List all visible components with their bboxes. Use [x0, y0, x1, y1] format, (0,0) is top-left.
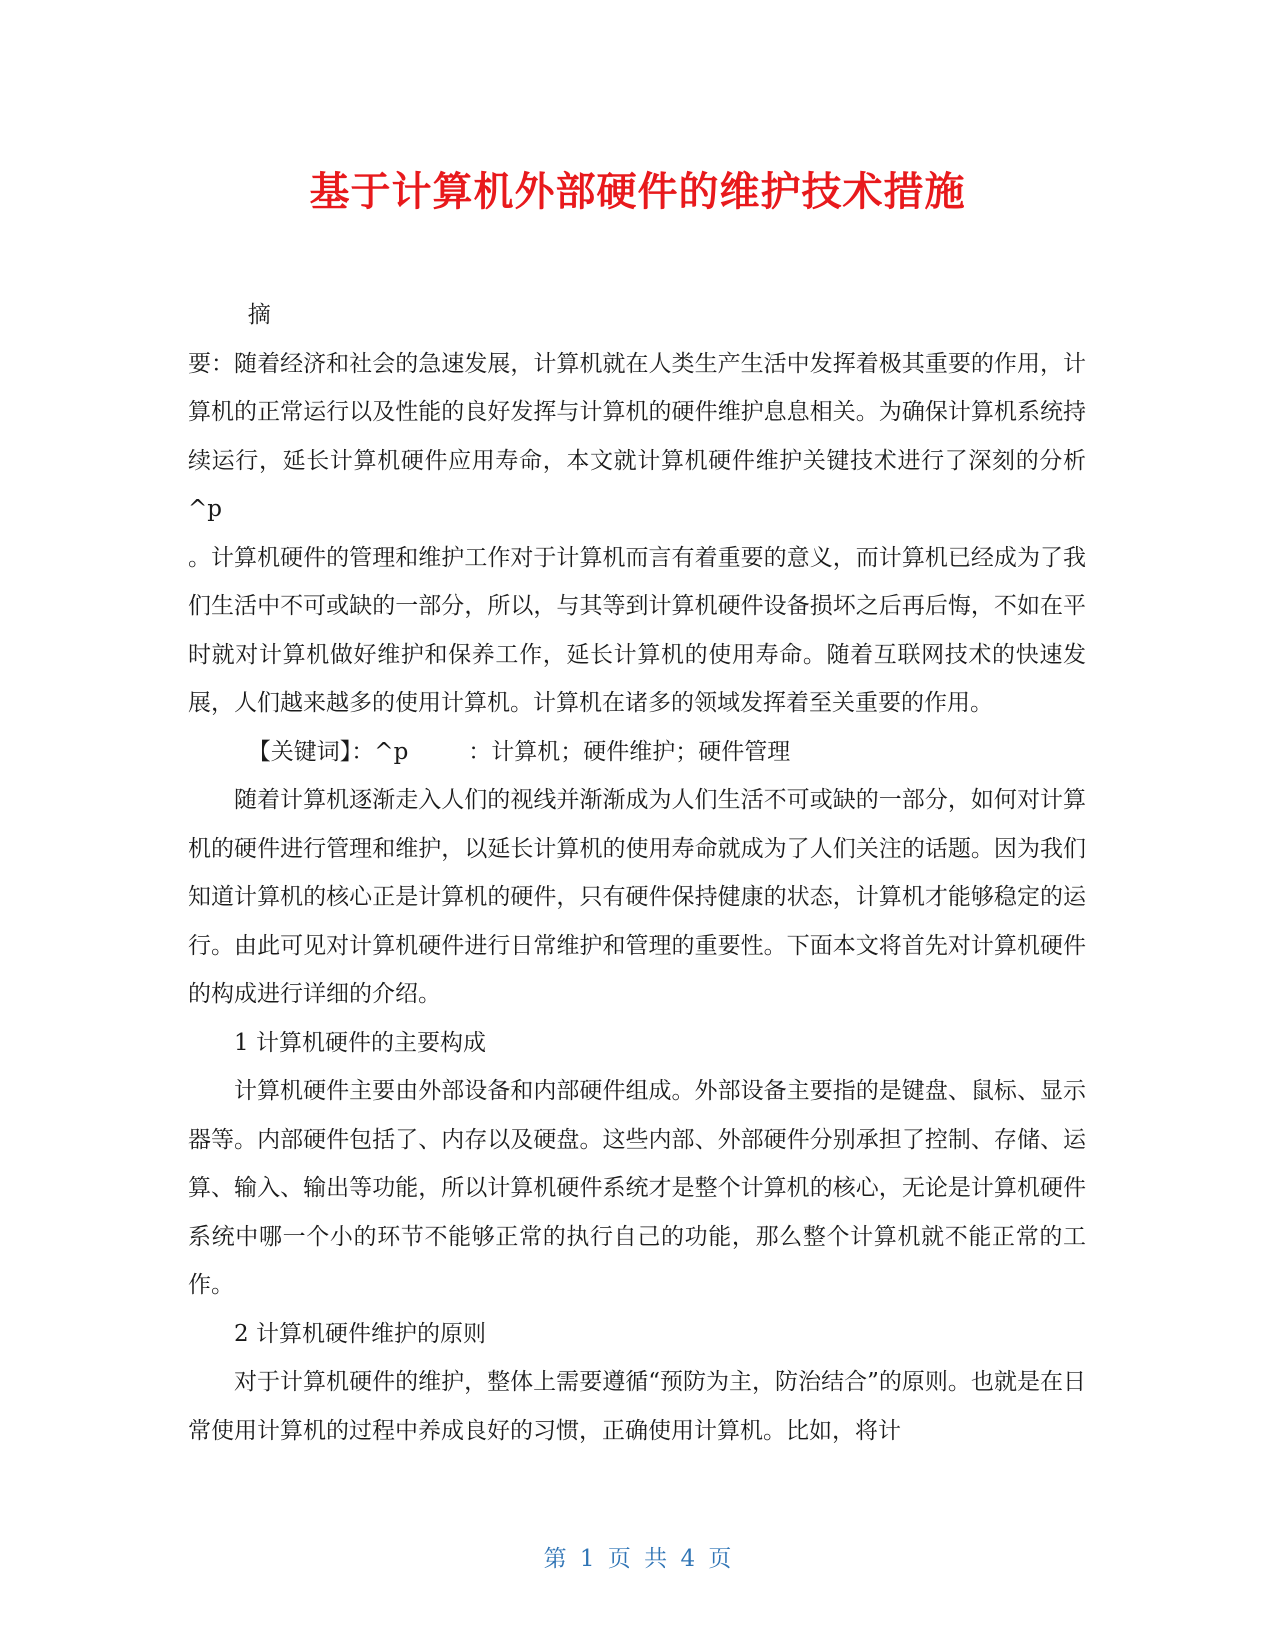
abstract-paragraph: 要：随着经济和社会的急速发展，计算机就在人类生产生活中发挥着极其重要的作用，计算机的正常运行以及性能的良好发挥与计算机的硬件维护息息相关。为确保计算机系统持续运行，延长计算机硬件应用寿命，本文就计算机硬件维护关键技术进行了深刻的分析^p	[188, 350, 1086, 522]
paragraph-3: 计算机硬件主要由外部设备和内部硬件组成。外部设备主要指的是键盘、鼠标、显示器等。内部硬件包括了、内存以及硬盘。这些内部、外部硬件分别承担了控制、存储、运算、输入、输出等功能，所以计算机硬件系统才是整个计算机的核心，无论是计算机硬件系统中哪一个小的环节不能够正常的执行自己的功能，那么整个计算机就不能正常的工作。	[188, 1078, 1086, 1298]
section-heading-1: 1 计算机硬件的主要构成	[234, 1029, 486, 1056]
paragraph-4: 对于计算机硬件的维护，整体上需要遵循“预防为主，防治结合”的原则。也就是在日常使用计算机的过程中养成良好的习惯，正确使用计算机。比如，将计	[188, 1369, 1086, 1444]
section-heading-2: 2 计算机硬件维护的原则	[234, 1320, 486, 1347]
document-body	[188, 291, 1086, 1455]
keywords-text: ：计算机；硬件维护；硬件管理	[468, 738, 791, 765]
keywords-line	[188, 728, 1086, 777]
keywords-label: 【关键词】：^p	[247, 738, 409, 765]
document-title: 基于计算机外部硬件的维护技术措施	[309, 169, 966, 215]
page-number-footer: 第 1 页 共 4 页	[543, 1546, 732, 1572]
paragraph-2: 随着计算机逐渐走入人们的视线并渐渐成为人们生活不可或缺的一部分，如何对计算机的硬件进行管理和维护，以延长计算机的使用寿命就成为了人们关注的话题。因为我们知道计算机的核心正是计算机的硬件，只有硬件保持健康的状态，计算机才能够稳定的运行。由此可见对计算机硬件进行日常维护和管理的重要性。下面本文将首先对计算机硬件的构成进行详细的介绍。	[188, 787, 1086, 1007]
paragraph-1: 。计算机硬件的管理和维护工作对于计算机而言有着重要的意义，而计算机已经成为了我们生活中不可或缺的一部分，所以，与其等到计算机硬件设备损坏之后再后悔，不如在平时就对计算机做好维护和保养工作，延长计算机的使用寿命。随着互联网技术的快速发展，人们越来越多的使用计算机。计算机在诸多的领域发挥着至关重要的作用。	[188, 544, 1086, 716]
abstract-label: 摘	[247, 302, 271, 328]
